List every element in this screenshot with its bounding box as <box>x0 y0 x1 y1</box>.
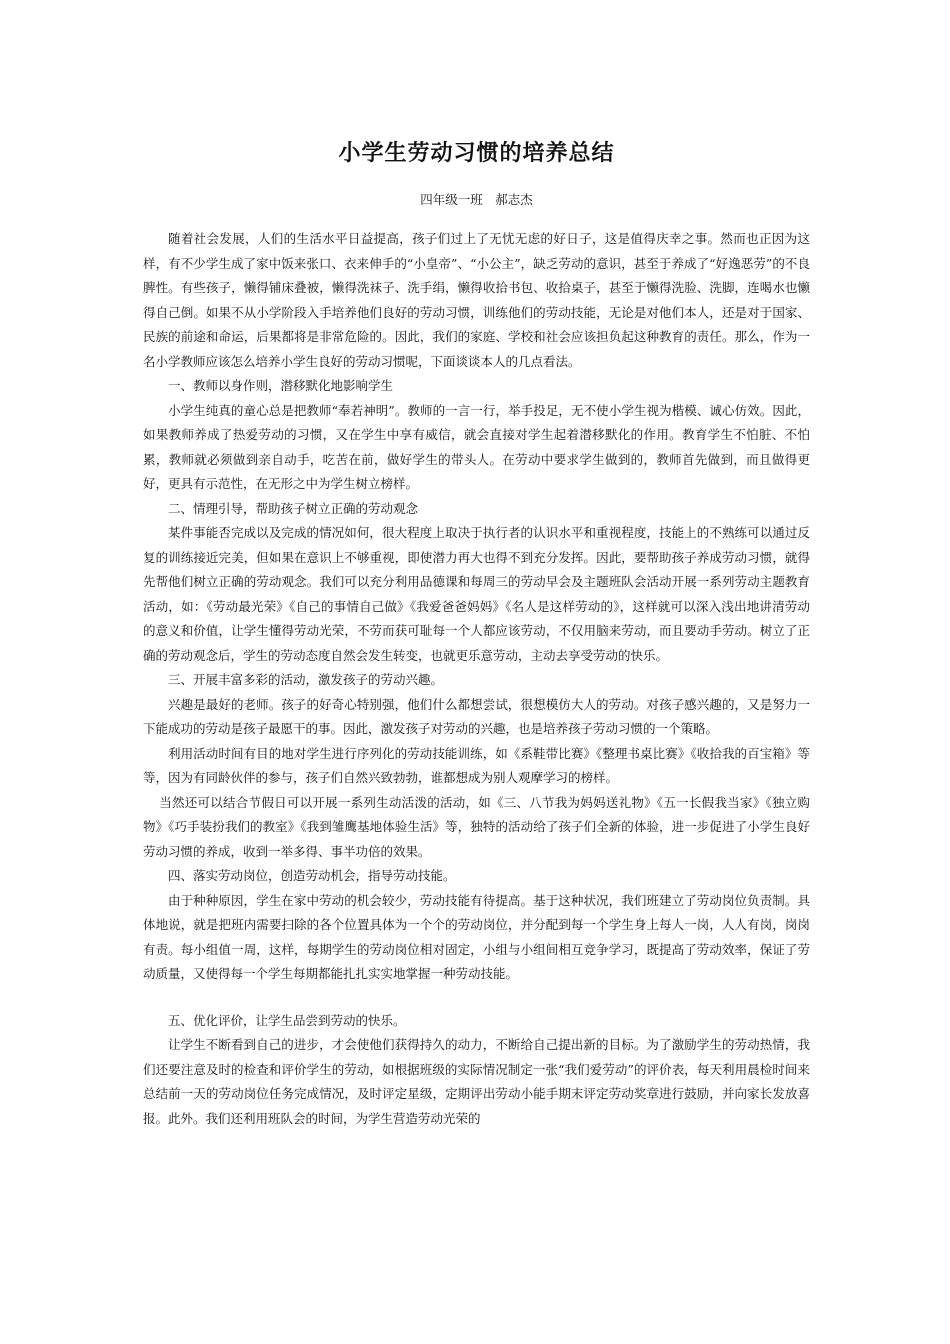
body-paragraph: 某件事能否完成以及完成的情况如何，很大程度上取决于执行者的认识水平和重视程度，技能上的不熟练可以通过反复的训练接近完美，但如果在意识上不够重视，即使潜力再大也得不到充分发挥。因此，要帮助孩子养成劳动习惯，就得先帮他们树立正确的劳动观念。我们可以充分利用品德课和每周三的劳动早会及主题班队会活动开展一系列劳动主题教育活动，如：《劳动最光荣》《自己的事情自己做》《我爱爸爸妈妈》《名人是这样劳动的》，这样就可以深入浅出地讲清劳动的意义和价值，让学生懂得劳动光荣，不劳而获可耻每一个人都应该劳动，不仅用脑来劳动，而且要动手劳动。树立了正确的劳动观念后，学生的劳动态度自然会发生转变，也就更乐意劳动，主动去享受劳动的快乐。 <box>143 525 810 663</box>
section-heading-4: 四、落实劳动岗位，创造劳动机会，指导劳动技能。 <box>168 868 456 883</box>
intro-paragraph: 随着社会发展，人们的生活水平日益提高，孩子们过上了无忧无虑的好日子，这是值得庆幸之事。然而也正因为这样，有不少学生成了家中饭来张口、衣来伸手的“小皇帝”、“小公主”，缺乏劳动的意识，甚至于养成了“好逸恶劳”的不良脾性。有些孩子，懒得铺床叠被，懒得洗袜子、洗手绢，懒得收拾书包、收拾桌子，甚至于懒得洗脸、洗脚，连喝水也懒得自己倒。如果不从小学阶段入手培养他们良好的劳动习惯，训练他们的劳动技能，无论是对他们本人，还是对于国家、民族的前途和命运，后果都将是非常危险的。因此，我们的家庭、学校和社会应该担负起这种教育的责任。那么，作为一名小学教师应该怎么培养小学生良好的劳动习惯呢，下面谈谈本人的几点看法。 <box>143 231 810 369</box>
section-heading-2: 二、情理引导，帮助孩子树立正确的劳动观念 <box>168 500 419 516</box>
section-heading-1: 一、教师以身作则，潜移默化地影响学生 <box>168 378 394 393</box>
body-paragraph: 利用活动时间有目的地对学生进行序列化的劳动技能训练，如《系鞋带比赛》《整理书桌比赛》《收拾我的百宝箱》等等，因为有同龄伙伴的参与，孩子们自然兴致勃勃，谁都想成为别人观摩学习的榜样。 <box>143 745 810 785</box>
section-heading-5: 五、优化评价，让学生品尝到劳动的快乐。 <box>168 1012 406 1028</box>
body-paragraph: 兴趣是最好的老师。孩子的好奇心特别强，他们什么都想尝试，很想模仿大人的劳动。对孩子感兴趣的，又是努力一下能成功的劳动是孩子最愿干的事。因此，激发孩子对劳动的兴趣，也是培养孩子劳动习惯的一个策略。 <box>143 696 810 736</box>
document-body <box>143 227 810 1131</box>
page-title: 小学生劳动习惯的培养总结 <box>338 141 615 166</box>
body-paragraph: 当然还可以结合节假日可以开展一系列生动活泼的活动，如《三、八节我为妈妈送礼物》《五一长假我当家》《独立购物》《巧手装扮我们的教室》《我到雏鹰基地体验生活》等，独特的活动给了孩子们全新的体验，进一步促进了小学生良好劳动习惯的养成，收到一举多得、事半功倍的效果。 <box>143 794 810 859</box>
author-byline: 四年级一班 郝志杰 <box>420 192 533 207</box>
body-paragraph: 由于种种原因，学生在家中劳动的机会较少，劳动技能有待提高。基于这种状况，我们班建立了劳动岗位负责制。具体地说，就是把班内需要扫除的各个位置具体为一个个的劳动岗位，并分配到每一个学生身上每人一岗，人人有岗，岗岗有责。每小组值一周，这样，每期学生的劳动岗位相对固定，小组与小组间相互竞争学习，既提高了劳动效率，保证了劳动质量，又使得每一个学生每期都能扎扎实实地掌握一种劳动技能。 <box>143 892 810 981</box>
body-paragraph: 让学生不断看到自己的进步，才会使他们获得持久的动力，不断给自己提出新的目标。为了激励学生的劳动热情，我们还要注意及时的检查和评价学生的劳动，如根据班级的实际情况制定一张“我们爱劳动”的评价表，每天利用晨检时间来总结前一天的劳动岗位任务完成情况，及时评定星级，定期评出劳动小能手期末评定劳动奖章进行鼓励，并向家长发放喜报。此外。我们还利用班队会的时间，为学生营造劳动光荣的 <box>143 1037 810 1126</box>
section-heading-3: 三、开展丰富多彩的活动，激发孩子的劳动兴趣。 <box>168 672 444 687</box>
body-paragraph: 小学生纯真的童心总是把教师“奉若神明”。教师的一言一行，举手投足，无不使小学生视为楷模、诚心仿效。因此，如果教师养成了热爱劳动的习惯，又在学生中享有威信，就会直接对学生起着潜移默化的作用。教育学生不怕脏、不怕累，教师就必须做到亲自动手，吃苦在前，做好学生的带头人。在劳动中要求学生做到的，教师首先做到，而且做得更好，更具有示范性，在无形之中为学生树立榜样。 <box>143 402 810 491</box>
document-page <box>143 128 810 1131</box>
